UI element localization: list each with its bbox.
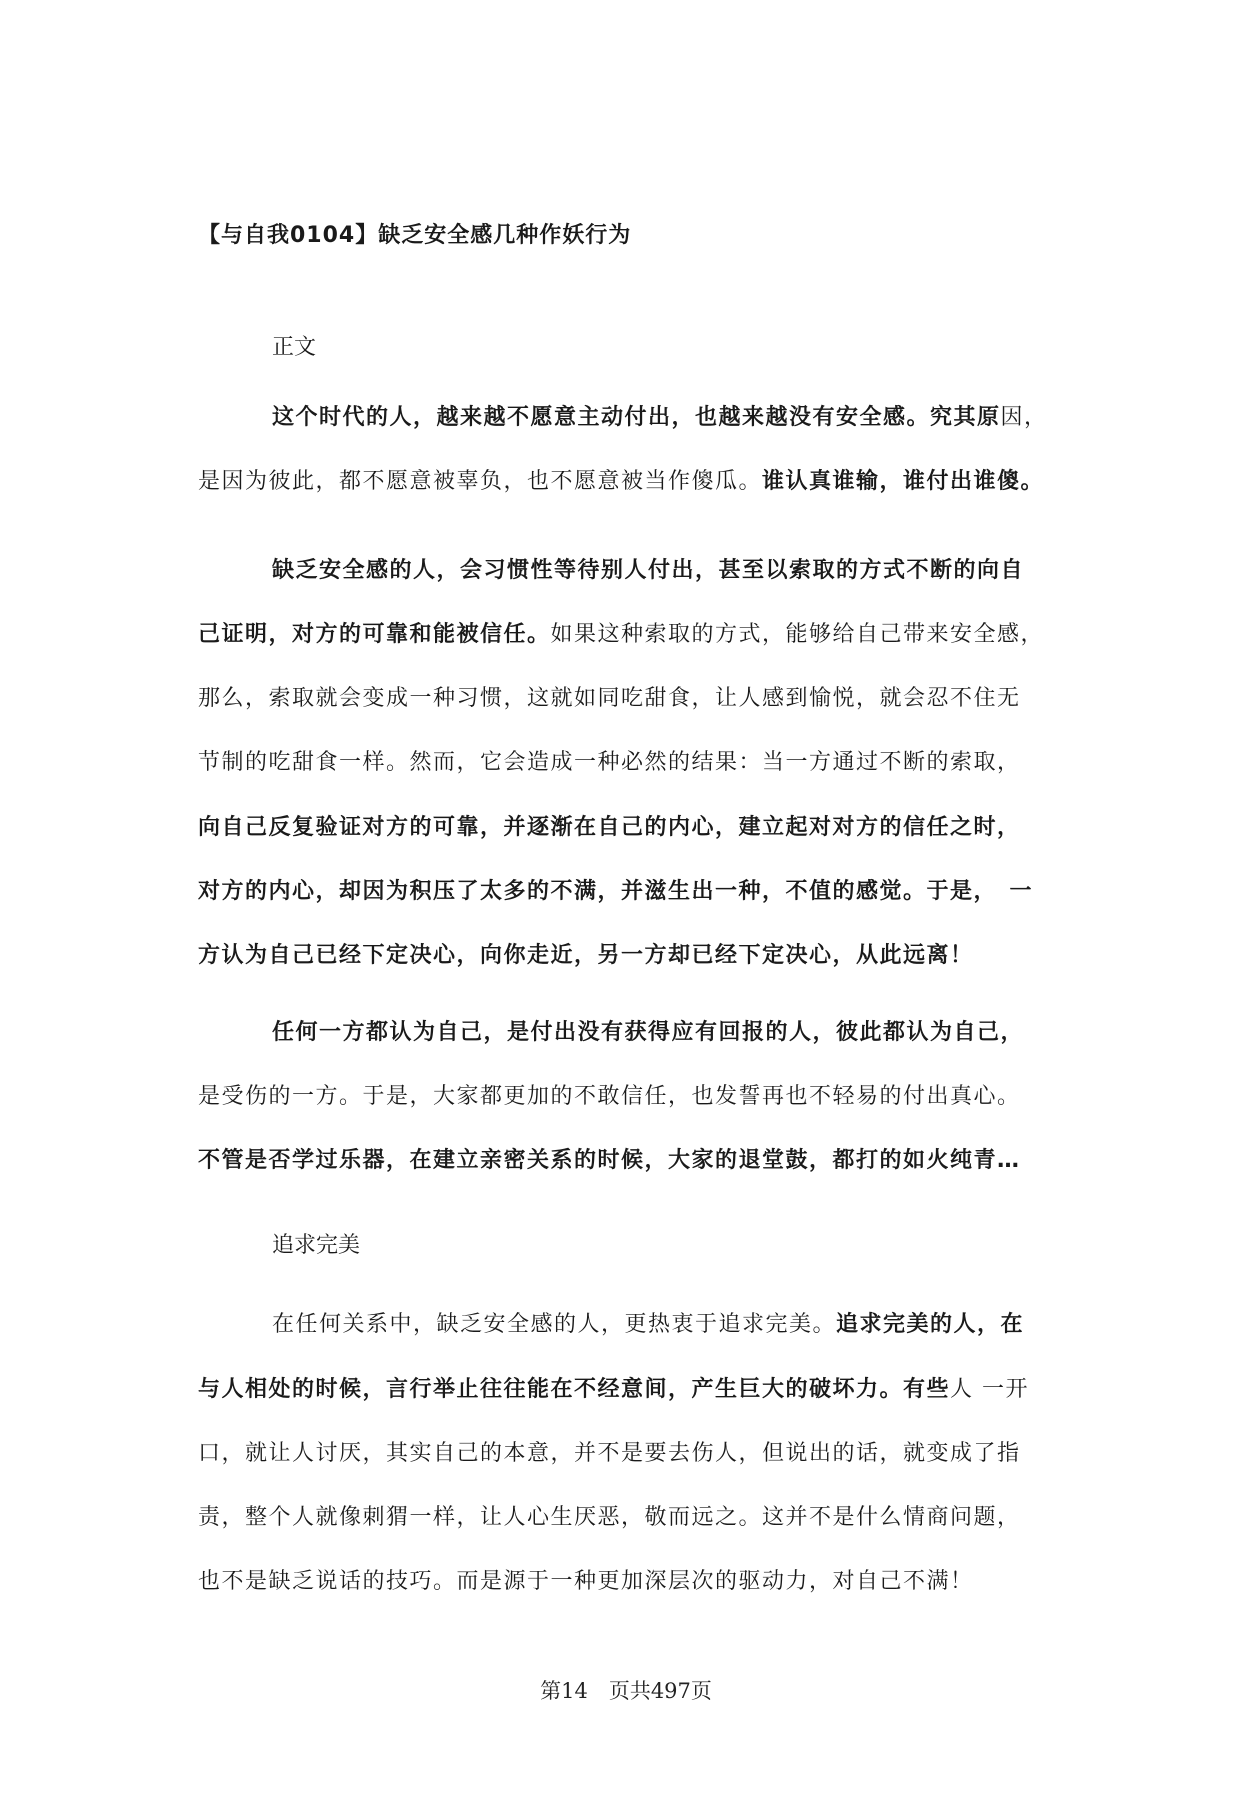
paragraph-line bbox=[198, 1146, 1058, 1176]
paragraph-line bbox=[198, 1503, 1058, 1533]
paragraph-line bbox=[272, 1018, 1058, 1048]
line-text-segment: 方认为自己已经下定决心，向你走近，另一方却已经下定决心，从此远离！ bbox=[198, 943, 974, 968]
line-text-segment: 不管是否学过乐器，在建立亲密关系的时候，大家的退堂鼓，都打的如火纯青… bbox=[198, 1148, 1021, 1173]
line-text-segment: 人 一开 bbox=[950, 1377, 1030, 1402]
paragraph-line bbox=[272, 556, 1058, 586]
paragraph-line bbox=[198, 684, 1058, 714]
line-text-segment: 如果这种索取的方式，能够给自己带来安全感， bbox=[550, 622, 1045, 647]
line-text-segment: 向自己反复验证对方的可靠，并逐渐在自己的内心，建立起对对方的信任之时， bbox=[198, 815, 1021, 840]
paragraph-line bbox=[272, 403, 1058, 433]
line-text-segment: 节制的吃甜食一样。然而，它会造成一种必然的结果：当一方通过不断的索取， bbox=[198, 750, 1021, 775]
line-text-segment: 与人相处的时候，言行举止往往能在不经意间，产生巨大的破坏力。有些 bbox=[198, 1377, 951, 1402]
line-text-segment: 因， bbox=[1000, 405, 1048, 430]
line-text-segment: 谁认真谁输，谁付出谁傻。 bbox=[762, 469, 1045, 494]
line-text-segment: 也不是缺乏说话的技巧。而是源于一种更加深层次的驱动力，对自己不满！ bbox=[198, 1569, 974, 1594]
line-text-segment: 己证明，对方的可靠和能被信任。 bbox=[198, 622, 551, 647]
page-footer: 第14 页共497页 bbox=[540, 1679, 712, 1703]
line-text-segment: 是受伤的一方。于是，大家都更加的不敢信任，也发誓再也不轻易的付出真心。 bbox=[198, 1084, 1021, 1109]
line-text-segment: 在任何关系中，缺乏安全感的人，更热衷于追求完美。 bbox=[272, 1312, 837, 1337]
paragraph-line bbox=[198, 941, 1058, 971]
paragraph-line bbox=[272, 1310, 1058, 1340]
line-text-segment: 是因为彼此，都不愿意被辜负，也不愿意被当作傻瓜。 bbox=[198, 469, 763, 494]
line-text-segment: 对方的内心，却因为积压了太多的不满，并滋生出一种，不值的感觉。于是， 一 bbox=[198, 879, 1034, 904]
section-heading-main-text: 正文 bbox=[272, 335, 317, 360]
line-text-segment: 那么，索取就会变成一种习惯，这就如同吃甜食，让人感到愉悦，就会忍不住无 bbox=[198, 686, 1021, 711]
paragraph-line bbox=[198, 1082, 1058, 1112]
line-text-segment: 追求完美的人，在 bbox=[836, 1312, 1025, 1337]
line-text-segment: 任何一方都认为自己，是付出没有获得应有回报的人，彼此都认为自己， bbox=[272, 1020, 1025, 1045]
paragraph-line bbox=[198, 1375, 1058, 1405]
paragraph-line bbox=[198, 1439, 1058, 1469]
paragraph-line bbox=[198, 620, 1058, 650]
document-title: 【与自我0104】缺乏安全感几种作妖行为 bbox=[198, 223, 632, 248]
line-text-segment: 这个时代的人，越来越不愿意主动付出，也越来越没有安全感。究其原 bbox=[272, 405, 1001, 430]
paragraph-line bbox=[198, 748, 1058, 778]
paragraph-line bbox=[198, 813, 1058, 843]
line-text-segment: 口，就让人讨厌，其实自己的本意，并不是要去伤人，但说出的话，就变成了指 bbox=[198, 1441, 1021, 1466]
line-text-segment: 缺乏安全感的人，会习惯性等待别人付出，甚至以索取的方式不断的向自 bbox=[272, 558, 1025, 583]
line-text-segment: 责，整个人就像刺猬一样，让人心生厌恶，敬而远之。这并不是什么情商问题， bbox=[198, 1505, 1021, 1530]
paragraph-line bbox=[198, 877, 1058, 907]
paragraph-line bbox=[198, 1567, 1058, 1597]
paragraph-line bbox=[198, 467, 1058, 497]
section-heading-pursuit-of-perfection: 追求完美 bbox=[272, 1233, 361, 1258]
